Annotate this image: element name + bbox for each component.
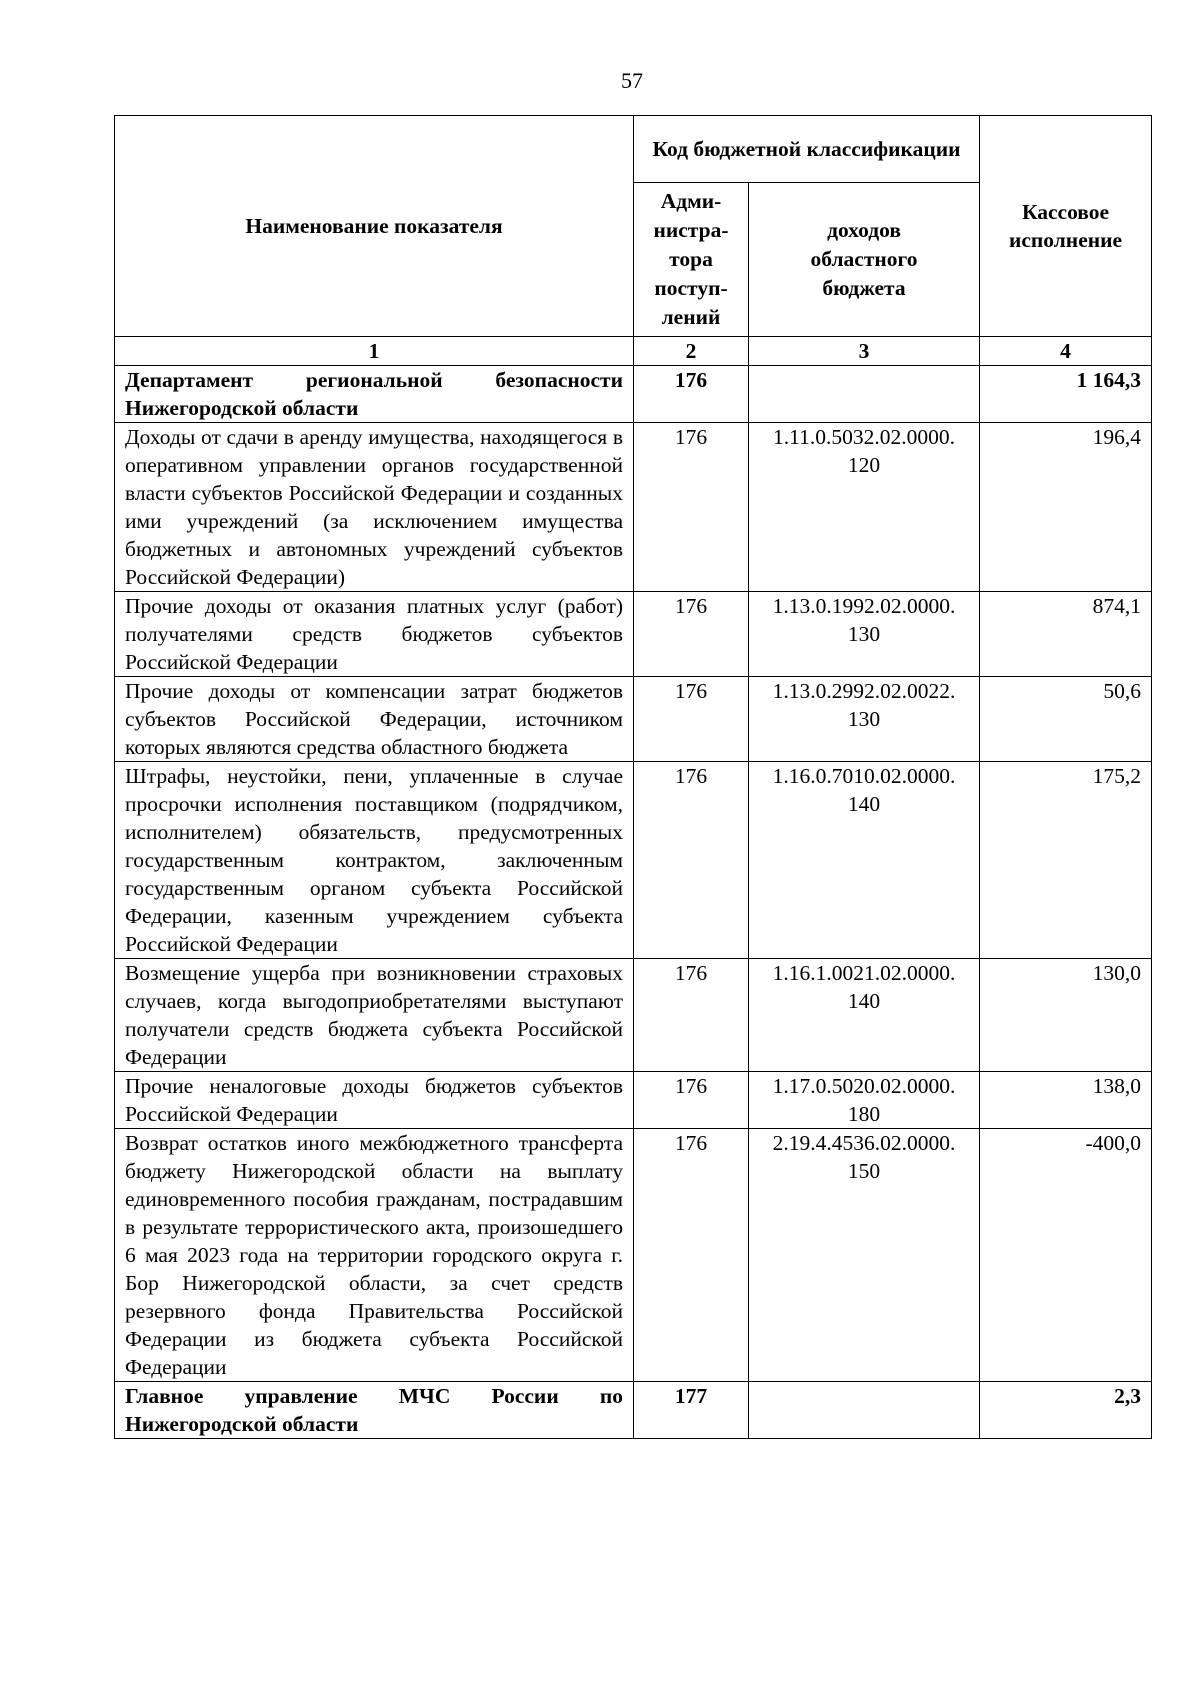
table-row (115, 1072, 1152, 1129)
administrator-code-cell: 176 (634, 959, 749, 1072)
header-admin-text: Адми-нистра-тора поступ-лений (653, 189, 729, 329)
revenue-code-cell: 1.13.0.2992.02.0022. 130 (749, 677, 980, 762)
indicator-name-cell: Доходы от сдачи в аренду имущества, находящегося в оперативном управлении органов государственной власти субъектов Российской Федерации и созданных ими учреждений (за исключением имущества бюджетных и автономных учреждений субъектов Российской Федерации) (115, 423, 634, 592)
cash-execution-cell: 2,3 (980, 1382, 1152, 1439)
header-cash-execution: Кассовое исполнение (980, 116, 1152, 337)
revenue-code-cell (749, 1382, 980, 1439)
cash-execution-cell: 1 164,3 (980, 366, 1152, 423)
indicator-name-cell: Департамент региональной безопасности Нижегородской области (115, 366, 634, 423)
administrator-code-cell: 176 (634, 366, 749, 423)
cash-execution-cell: 130,0 (980, 959, 1152, 1072)
indicator-name-cell: Прочие неналоговые доходы бюджетов субъектов Российской Федерации (115, 1072, 634, 1129)
cash-execution-cell: 874,1 (980, 592, 1152, 677)
revenue-code-cell: 1.17.0.5020.02.0000. 180 (749, 1072, 980, 1129)
administrator-code-cell: 176 (634, 1129, 749, 1382)
indicator-name-cell: Штрафы, неустойки, пени, уплаченные в случае просрочки исполнения поставщиком (подрядчиком, исполнителем) обязательств, предусмотренных государственным контрактом, заключенным государственным органом субъекта Российской Федерации, казенным учреждением субъекта Российской Федерации (115, 762, 634, 959)
table-row (115, 423, 1152, 592)
indicator-name-cell: Возмещение ущерба при возникновении страховых случаев, когда выгодоприобретателями выступают получатели средств бюджета субъекта Российской Федерации (115, 959, 634, 1072)
column-number: 1 (115, 337, 634, 366)
revenue-code-cell (749, 366, 980, 423)
budget-revenue-table (114, 115, 1152, 1439)
table-row (115, 592, 1152, 677)
header-revenue-administrator (634, 183, 749, 337)
indicator-name-cell: Прочие доходы от оказания платных услуг (работ) получателями средств бюджетов субъектов Российской Федерации (115, 592, 634, 677)
column-number: 4 (980, 337, 1152, 366)
header-regional-budget-revenue: доходов областного бюджета (749, 183, 980, 337)
column-number: 3 (749, 337, 980, 366)
table-row (115, 1129, 1152, 1382)
table-row (115, 762, 1152, 959)
revenue-code-cell: 1.16.0.7010.02.0000. 140 (749, 762, 980, 959)
table-row (115, 677, 1152, 762)
column-number-row (115, 337, 1152, 366)
cash-execution-cell: -400,0 (980, 1129, 1152, 1382)
administrator-code-cell: 176 (634, 1072, 749, 1129)
administrator-code-cell: 176 (634, 677, 749, 762)
cash-execution-cell: 50,6 (980, 677, 1152, 762)
cash-execution-cell: 138,0 (980, 1072, 1152, 1129)
page-number: 57 (621, 68, 643, 93)
table-row (115, 959, 1152, 1072)
administrator-code-cell: 176 (634, 762, 749, 959)
revenue-code-cell: 1.13.0.1992.02.0000. 130 (749, 592, 980, 677)
administrator-code-cell: 176 (634, 423, 749, 592)
indicator-name-cell: Главное управление МЧС России по Нижегородской области (115, 1382, 634, 1439)
header-budget-classification-code: Код бюджетной классификации (634, 116, 980, 183)
column-number: 2 (634, 337, 749, 366)
indicator-name-cell: Прочие доходы от компенсации затрат бюджетов субъектов Российской Федерации, источником которых являются средства областного бюджета (115, 677, 634, 762)
cash-execution-cell: 175,2 (980, 762, 1152, 959)
revenue-code-cell: 2.19.4.4536.02.0000. 150 (749, 1129, 980, 1382)
table-row (115, 1382, 1152, 1439)
table-row (115, 366, 1152, 423)
revenue-code-cell: 1.16.1.0021.02.0000. 140 (749, 959, 980, 1072)
administrator-code-cell: 177 (634, 1382, 749, 1439)
indicator-name-cell: Возврат остатков иного межбюджетного трансферта бюджету Нижегородской области на выплату единовременного пособия гражданам, пострадавшим в результате террористического акта, произошедшего 6 мая 2023 года на территории городского округа г. Бор Нижегородской области, за счет средств резервного фонда Правительства Российской Федерации из бюджета субъекта Российской Федерации (115, 1129, 634, 1382)
cash-execution-cell: 196,4 (980, 423, 1152, 592)
revenue-code-cell: 1.11.0.5032.02.0000. 120 (749, 423, 980, 592)
header-indicator-name: Наименование показателя (115, 116, 634, 337)
administrator-code-cell: 176 (634, 592, 749, 677)
